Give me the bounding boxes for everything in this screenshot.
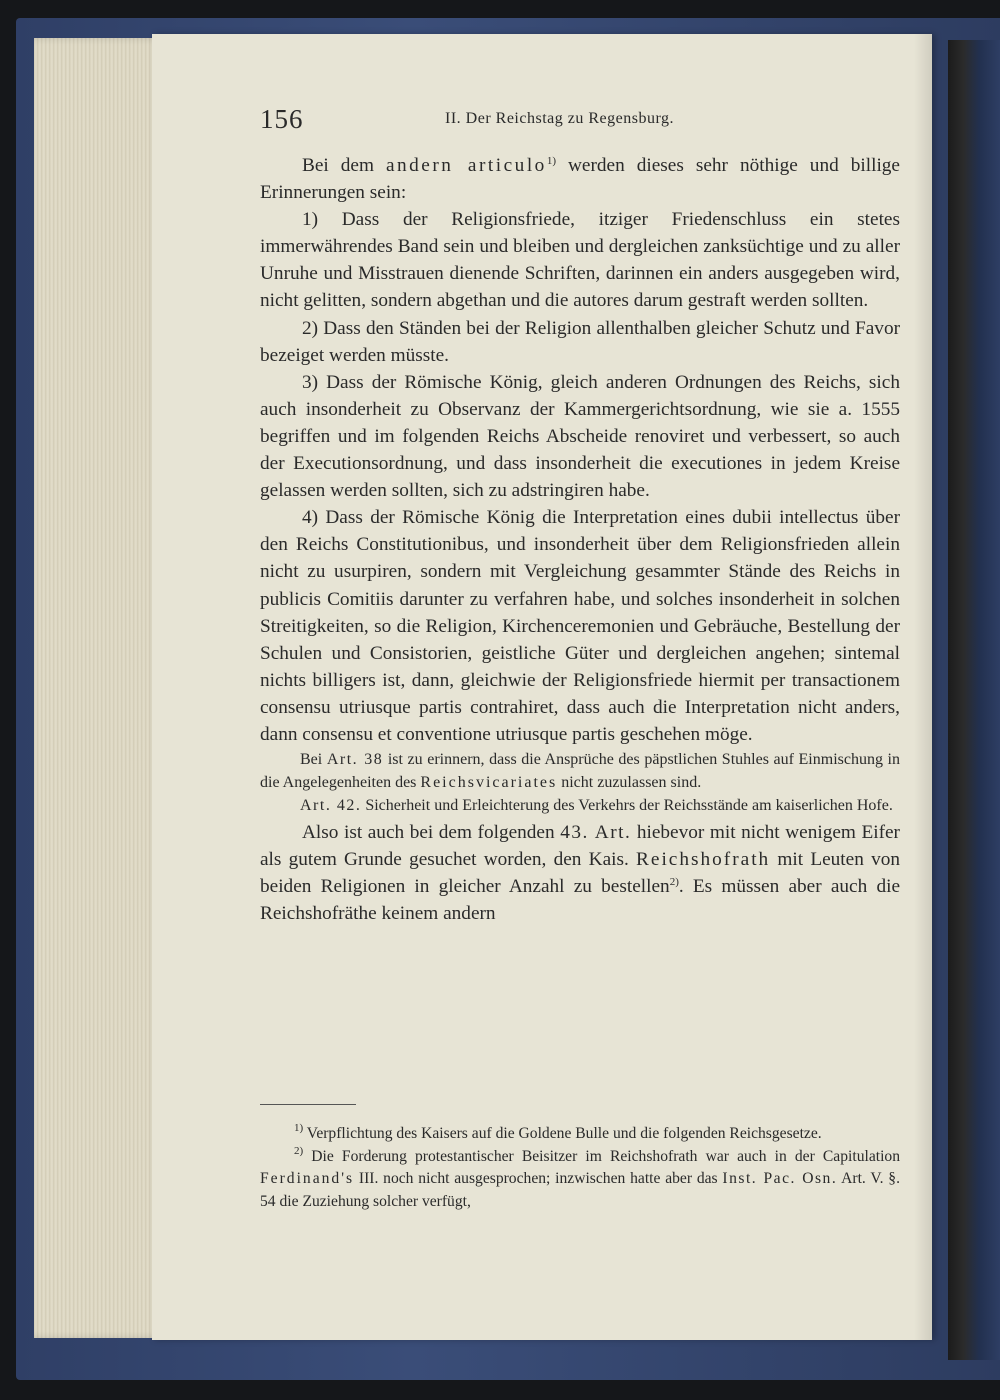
footnotes bbox=[260, 1123, 900, 1213]
footnote-ref-1: 1) bbox=[546, 155, 556, 167]
footnote-divider bbox=[260, 1104, 356, 1105]
paragraph-point-3: 3) Dass der Römische König, gleich anderen Ordnungen des Reichs, sich auch insonderheit zu Observanz der Kammergerichtsordnung, wie sie a. 1555 begriffen und im folgenden Reichs Abscheide renoviret und verbessert, so auch der Executionsordnung, und dass insonderheit die executiones in jedem Kreise gelassen werden sollten, sich zu adstringiren habe. bbox=[260, 371, 900, 502]
page-header bbox=[260, 104, 880, 134]
page-body bbox=[260, 152, 900, 927]
running-head: II. Der Reichstag zu Regensburg. bbox=[445, 110, 674, 127]
paragraph-intro: Bei dem andern articulo$^{1)}$ werden dieses sehr nöthige und billige Erinnerungen sein: bbox=[260, 155, 900, 204]
book-cover-edge bbox=[948, 40, 1000, 1360]
paragraph-art-43: Also ist auch bei dem folgenden 43. Art. hiebevor mit nicht wenigem Eifer als gutem Grunde gesuchet worden, den Kais. Reichshofrath mit Leuten von beiden Religionen in gleicher Anzahl zu bestellen$^{2)}$. Es müssen aber auch die Reichshofräthe keinem andern bbox=[260, 821, 900, 925]
book-page bbox=[152, 34, 932, 1340]
paragraph-point-1: 1) Dass der Religionsfriede, itziger Friedenschluss ein stetes immerwährendes Band sein und bleiben und dergleichen zanksüchtige und zu aller Unruhe und Misstrauen dienende Schriften, darinnen ein anders ausgegeben wird, nicht gelitten, sondern abgethan und die autores darum gestraft werden sollten. bbox=[260, 209, 900, 312]
page-number: 156 bbox=[260, 104, 304, 134]
footnote-2: $^{2)}$ Die Forderung protestantischer Beisitzer im Reichshofrath war auch in der Capitulation Ferdinand's III. noch nicht ausgesprochen; inzwischen hatte aber das Inst. Pac. Osn. Art. V. §. 54 die Zuziehung solcher verfügt, bbox=[260, 1144, 900, 1210]
paragraph-point-2: 2) Dass den Ständen bei der Religion allenthalben gleicher Schutz und Favor bezeiget werden müsste. bbox=[260, 317, 900, 366]
note-art-42: Art. 42. Sicherheit und Erleichterung des Verkehrs der Reichsstände am kaiserlichen Hofe. bbox=[300, 797, 893, 815]
page-stack-edges bbox=[34, 38, 164, 1338]
footnote-ref-2: 2) bbox=[669, 876, 679, 889]
paragraph-point-4: 4) Dass der Römische König die Interpretation eines dubii intellectus über den Reichs Constitutionibus, und insonderheit über dem Religionsfrieden allein nicht zu usurpiren, sondern mit Vergleichung gesammter Stände des Reichs in publicis Comitiis darunter zu verfahren habe, und solches insonderheit in solchen Streitigkeiten, so die Religion, Kirchenceremonien und Gebräuche, Bestellung der Schulen und Consistorien, geistliche Güter und dergleichen angehen; sintemal nichts billigers ist, dann, gleichwie der Religionsfriede hiermit per transactionem consensu utriusque partis contrahiret, dass auch die Interpretation nicht anders, dann consensu et conventione utriusque partis geschehen möge. bbox=[260, 507, 900, 745]
footnote-1: $^{1)}$ Verpflichtung des Kaisers auf die Goldene Bulle und die folgenden Reichsgesetze. bbox=[294, 1122, 822, 1142]
note-art-38: Bei Art. 38 ist zu erinnern, dass die Ansprüche des päpstlichen Stuhles auf Einmischung in die Angelegenheiten des Reichsvicariates nicht zuzulassen sind. bbox=[260, 751, 900, 791]
